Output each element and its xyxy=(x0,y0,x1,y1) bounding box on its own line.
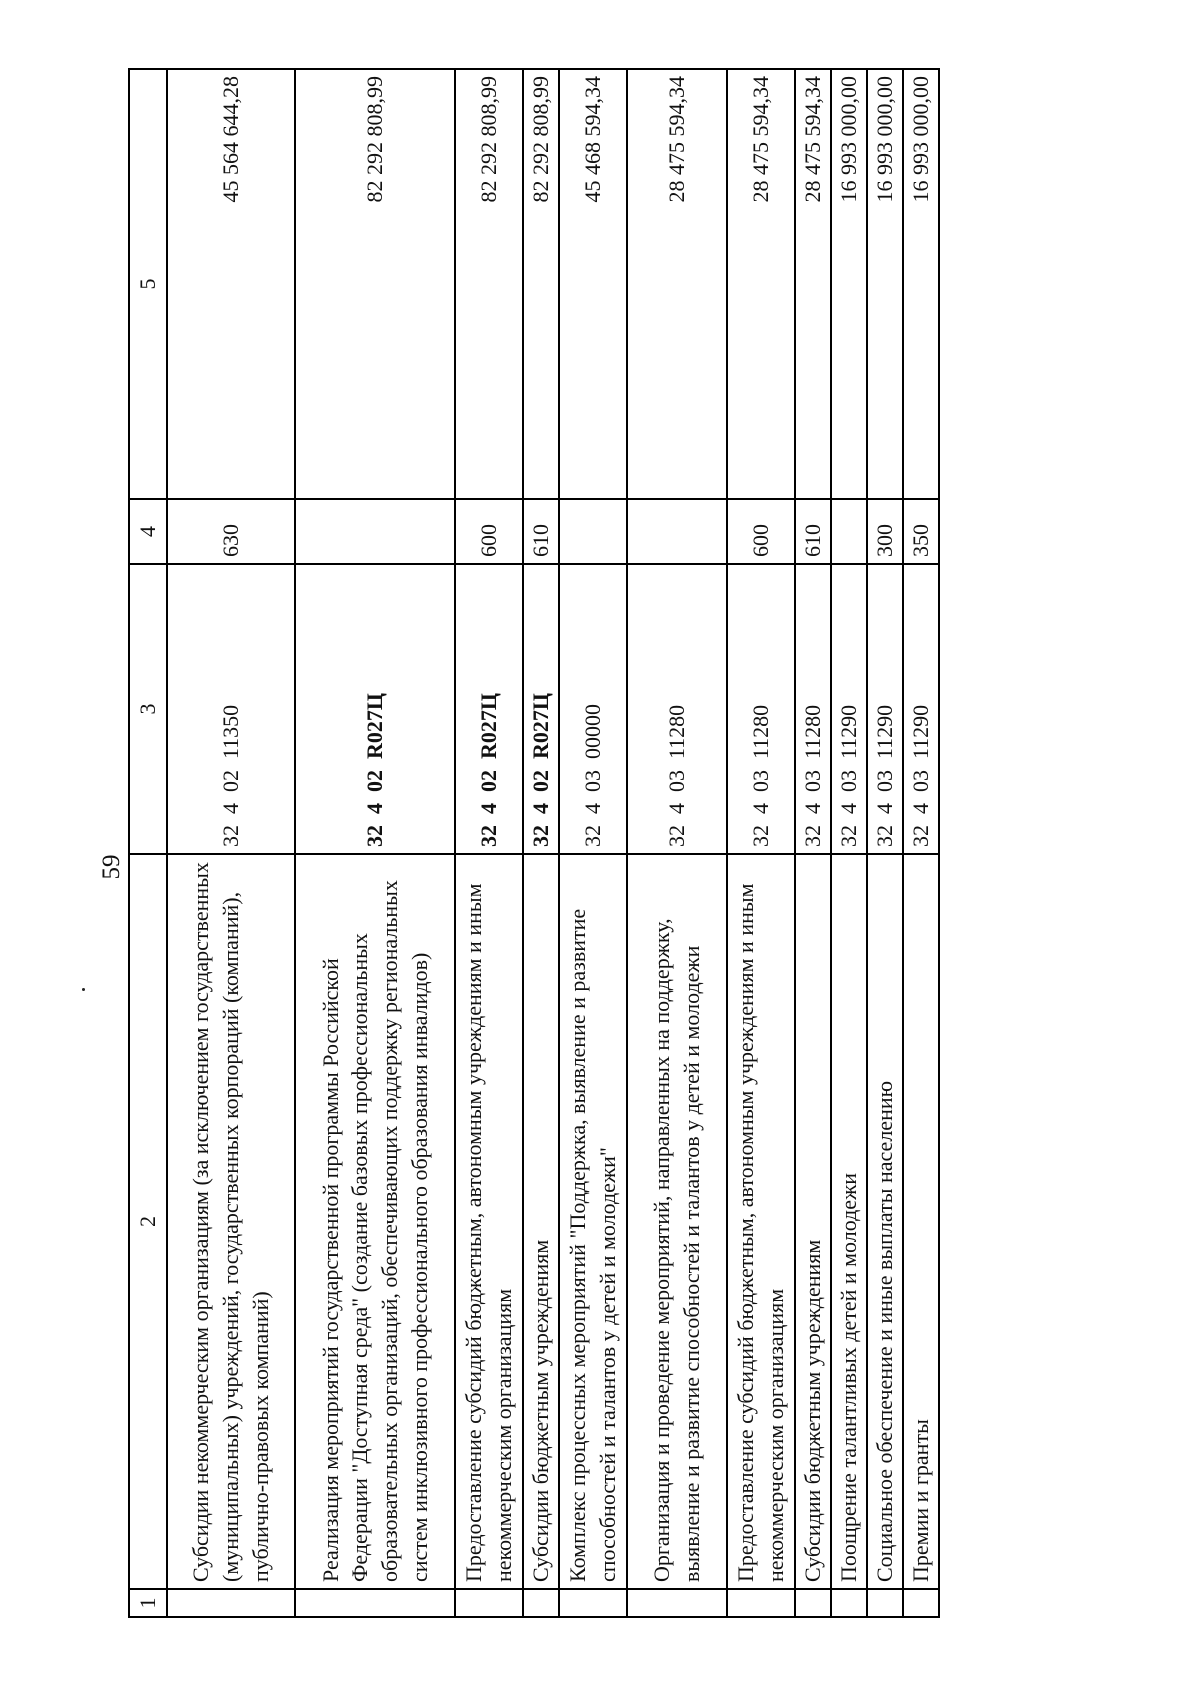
row-number-cell xyxy=(867,1589,903,1617)
row-amount: 45 564 644,28 xyxy=(167,69,295,499)
row-name: Субсидии бюджетным учреждениям xyxy=(523,854,559,1589)
row-name: Премии и гранты xyxy=(903,854,939,1589)
row-amount: 16 993 000,00 xyxy=(831,69,867,499)
table-row xyxy=(523,69,559,1617)
row-name: Организация и проведение мероприятий, направленных на поддержку, выявление и развитие способностей и талантов у детей и молодежи xyxy=(627,854,727,1589)
row-number-cell xyxy=(795,1589,831,1617)
scan-speck xyxy=(82,988,85,991)
row-code: 32 4 03 11280 xyxy=(795,564,831,854)
row-type: 630 xyxy=(167,499,295,564)
table-row xyxy=(295,69,455,1617)
row-number-cell xyxy=(455,1589,523,1617)
row-name: Субсидии некоммерческим организациям (за исключением государственных (муниципальных) учреждений, государственных корпораций (компаний), публично-правовых компаний) xyxy=(167,854,295,1589)
row-code: 32 4 02 11350 xyxy=(167,564,295,854)
budget-table xyxy=(128,68,940,1618)
header-cell-2: 2 xyxy=(129,854,167,1589)
table-row xyxy=(559,69,627,1617)
row-number-cell xyxy=(627,1589,727,1617)
table-row xyxy=(455,69,523,1617)
row-number-cell xyxy=(295,1589,455,1617)
row-type xyxy=(627,499,727,564)
row-amount: 82 292 808,99 xyxy=(455,69,523,499)
row-name: Реализация мероприятий государственной программы Российской Федерации "Доступная среда" (создание базовых профессиональных образовательных организаций, обеспечивающих поддержку региональных систем инклюзивного профессионального образования инвалидов) xyxy=(295,854,455,1589)
row-code: 32 4 02 R027Ц xyxy=(455,564,523,854)
row-amount: 82 292 808,99 xyxy=(295,69,455,499)
row-code: 32 4 03 11280 xyxy=(627,564,727,854)
row-amount: 45 468 594,34 xyxy=(559,69,627,499)
page-number: 59 xyxy=(98,854,125,880)
header-cell-1: 1 xyxy=(129,1589,167,1617)
row-code: 32 4 03 11290 xyxy=(831,564,867,854)
row-name: Субсидии бюджетным учреждениям xyxy=(795,854,831,1589)
row-type: 600 xyxy=(727,499,795,564)
row-type: 300 xyxy=(867,499,903,564)
table-row xyxy=(867,69,903,1617)
row-name: Предоставление субсидий бюджетным, автономным учреждениям и иным некоммерческим организациям xyxy=(455,854,523,1589)
row-code: 32 4 03 00000 xyxy=(559,564,627,854)
row-number-cell xyxy=(903,1589,939,1617)
table-row xyxy=(627,69,727,1617)
row-number-cell xyxy=(727,1589,795,1617)
row-name: Комплекс процессных мероприятий "Поддержка, выявление и развитие способностей и талантов у детей и молодежи" xyxy=(559,854,627,1589)
row-code: 32 4 02 R027Ц xyxy=(295,564,455,854)
table-row xyxy=(831,69,867,1617)
row-name: Социальное обеспечение и иные выплаты населению xyxy=(867,854,903,1589)
row-type: 600 xyxy=(455,499,523,564)
header-cell-3: 3 xyxy=(129,564,167,854)
row-number-cell xyxy=(831,1589,867,1617)
row-amount: 16 993 000,00 xyxy=(867,69,903,499)
row-amount: 28 475 594,34 xyxy=(795,69,831,499)
row-number-cell xyxy=(559,1589,627,1617)
row-amount: 16 993 000,00 xyxy=(903,69,939,499)
header-cell-5: 5 xyxy=(129,69,167,499)
row-name: Поощрение талантливых детей и молодежи xyxy=(831,854,867,1589)
row-amount: 28 475 594,34 xyxy=(727,69,795,499)
row-number-cell xyxy=(167,1589,295,1617)
table-row xyxy=(727,69,795,1617)
row-type: 610 xyxy=(795,499,831,564)
row-code: 32 4 03 11280 xyxy=(727,564,795,854)
row-name: Предоставление субсидий бюджетным, автономным учреждениям и иным некоммерческим организациям xyxy=(727,854,795,1589)
table-row xyxy=(903,69,939,1617)
header-cell-4: 4 xyxy=(129,499,167,564)
row-code: 32 4 03 11290 xyxy=(903,564,939,854)
row-type: 610 xyxy=(523,499,559,564)
row-amount: 82 292 808,99 xyxy=(523,69,559,499)
row-type xyxy=(831,499,867,564)
table-row xyxy=(167,69,295,1617)
row-code: 32 4 02 R027Ц xyxy=(523,564,559,854)
row-amount: 28 475 594,34 xyxy=(627,69,727,499)
row-type xyxy=(559,499,627,564)
row-type xyxy=(295,499,455,564)
row-type: 350 xyxy=(903,499,939,564)
row-code: 32 4 03 11290 xyxy=(867,564,903,854)
table-header-row xyxy=(129,69,167,1617)
row-number-cell xyxy=(523,1589,559,1617)
budget-table-rotated xyxy=(128,70,945,1618)
table-row xyxy=(795,69,831,1617)
